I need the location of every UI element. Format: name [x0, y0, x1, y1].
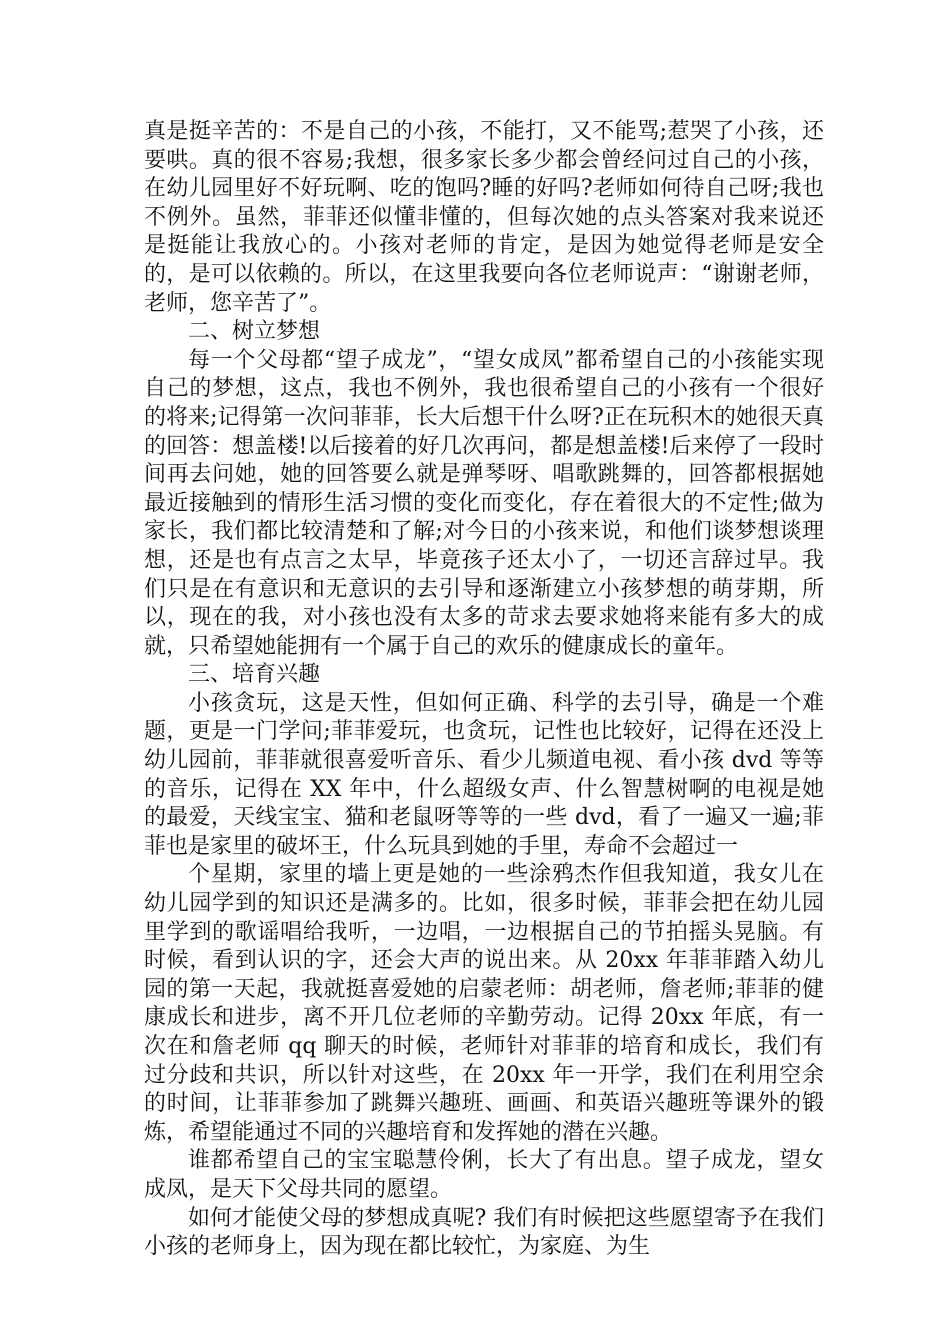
section-heading-interest: 三、培育兴趣 [188, 662, 321, 688]
section-heading-dream: 二、树立梦想 [188, 319, 321, 345]
paragraph-interest: 小孩贪玩，这是天性，但如何正确、科学的去引导，确是一个难题，更是一门学问;菲菲爱玩，也贪玩，记性也比较好，记得在还没上幼儿园前，菲菲就很喜爱听音乐、看少儿频道电视、看小孩 dvd 等等的音乐，记得在 XX 年中，什么超级女声、什么智慧树啊的电视是她的最爱，天线宝宝、猫和老鼠呀等等的一些 dvd，看了一遍又一遍;菲菲也是家里的破坏王，什么玩具到她的手里，寿命不会超过一 [144, 690, 824, 859]
paragraph-intro: 真是挺辛苦的：不是自己的小孩，不能打，又不能骂;惹哭了小孩，还要哄。真的很不容易;我想，很多家长多少都会曾经问过自己的小孩，在幼儿园里好不好玩啊、吃的饱吗?睡的好吗?老师如何待自己呀;我也不例外。虽然，菲菲还似懂非懂的，但每次她的点头答案对我来说还是挺能让我放心的。小孩对老师的肯定，是因为她觉得老师是安全的，是可以依赖的。所以，在这里我要向各位老师说声：“谢谢老师，老师，您辛苦了”。 [144, 119, 824, 316]
paragraph-hope: 谁都希望自己的宝宝聪慧伶俐，长大了有出息。望子成龙，望女成凤，是天下父母共同的愿望。 [144, 1148, 824, 1202]
paragraph-kindergarten: 个星期，家里的墙上更是她的一些涂鸦杰作但我知道，我女儿在幼儿园学到的知识还是满多的。比如，很多时候，菲菲会把在幼儿园里学到的歌谣唱给我听，一边唱，一边根据自己的节拍摇头晃脑。有时候，看到认识的字，还会大声的说出来。从 20xx 年菲菲踏入幼儿园的第一天起，我就挺喜爱她的启蒙老师：胡老师，詹老师;菲菲的健康成长和进步，离不开几位老师的辛勤劳动。记得 20xx 年底，有一次在和詹老师 qq 聊天的时候，老师针对菲菲的培育和成长，我们有过分歧和共识，所以针对这些，在 20xx 年一开学，我们在利用空余的时间，让菲菲参加了跳舞兴趣班、画画、和英语兴趣班等课外的锻炼，希望能通过不同的兴趣培育和发挥她的潜在兴趣。 [144, 862, 824, 1145]
paragraph-dream-come-true: 如何才能使父母的梦想成真呢? 我们有时候把这些愿望寄予在我们小孩的老师身上，因为现在都比较忙，为家庭、为生 [144, 1205, 824, 1260]
document-body [144, 118, 824, 1262]
paragraph-dream: 每一个父母都“望子成龙”，“望女成凤”都希望自己的小孩能实现自己的梦想，这点，我也不例外，我也很希望自己的小孩有一个很好的将来;记得第一次问菲菲，长大后想干什么呀?正在玩积木的她很天真的回答：想盖楼!以后接着的好几次再问，都是想盖楼!后来停了一段时间再去问她，她的回答要么就是弹琴呀、唱歌跳舞的，回答都根据她最近接触到的情形生活习惯的变化而变化，存在着很大的不定性;做为家长，我们都比较清楚和了解;对今日的小孩来说，和他们谈梦想谈理想，还是也有点言之太早，毕竟孩子还太小了，一切还言辞过早。我们只是在有意识和无意识的去引导和逐渐建立小孩梦想的萌芽期，所以，现在的我，对小孩也没有太多的苛求去要求她将来能有多大的成就，只希望她能拥有一个属于自己的欢乐的健康成长的童年。 [144, 347, 824, 659]
